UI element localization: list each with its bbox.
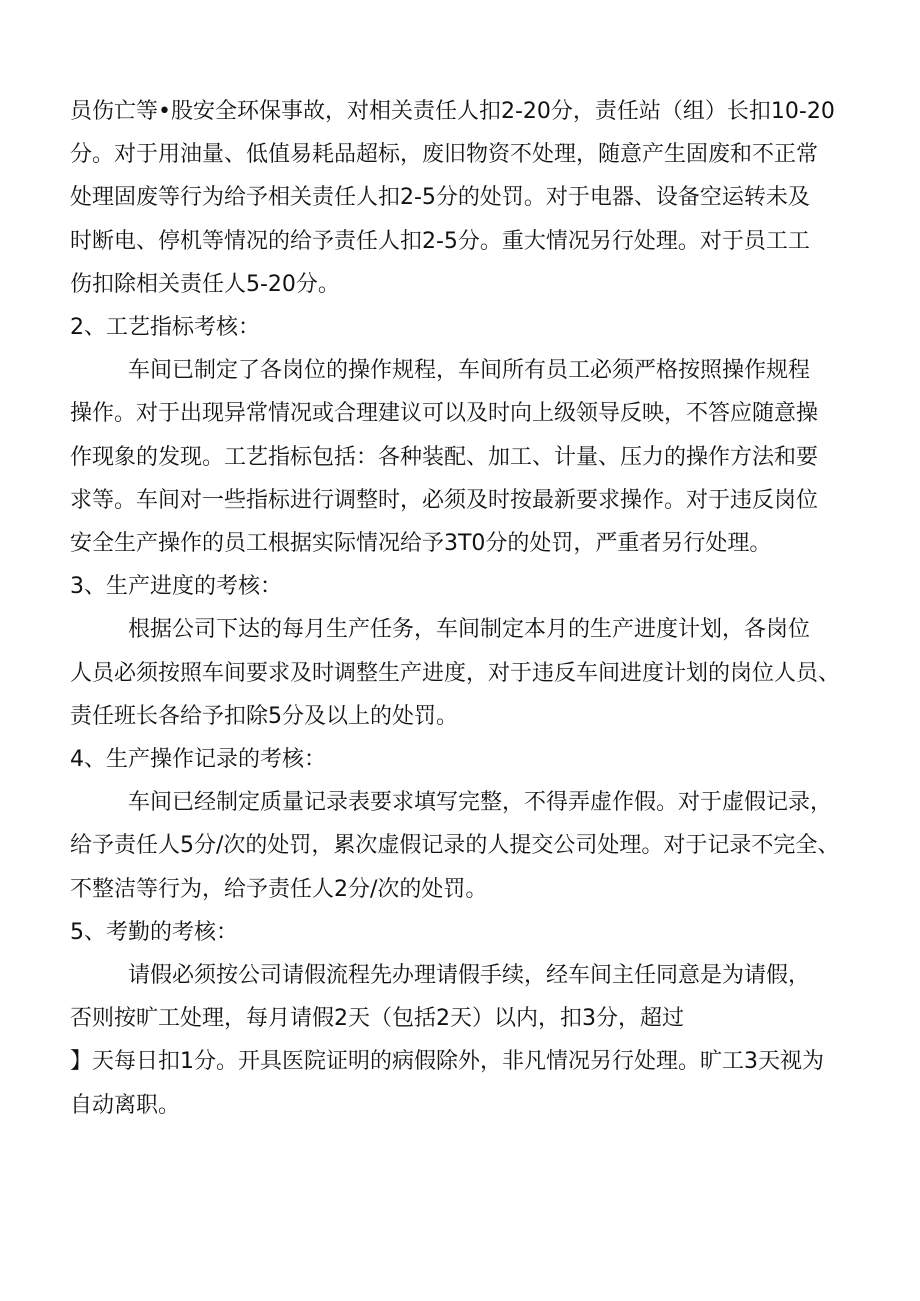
text-line: 自动离职。 — [70, 1092, 181, 1118]
section-heading: 5、考勤的考核： — [70, 919, 238, 945]
text-line: 否则按旷工处理，每月请假2天（包括2天）以内，扣3分，超过 — [70, 1006, 684, 1032]
text-line: 分。对于用油量、低值易耗品超标，废旧物资不处理，随意产生固废和不正常 — [70, 142, 819, 168]
text-line: 车间已经制定质量记录表要求填写完整，不得弄虚作假。对于虚假记录， — [128, 790, 833, 816]
text-line: 伤扣除相关责任人5-20分。 — [70, 271, 340, 297]
text-line: 安全生产操作的员工根据实际情况给予3T0分的处罚，严重者另行处理。 — [70, 531, 772, 557]
text-line: 不整洁等行为，给予责任人2分/次的处罚。 — [70, 876, 488, 902]
section-production-progress — [70, 565, 870, 738]
section-heading: 2、工艺指标考核： — [70, 315, 260, 341]
text-line: 求等。车间对一些指标进行调整时，必须及时按最新要求操作。对于违反岗位 — [70, 487, 819, 513]
section-heading: 3、生产进度的考核： — [70, 574, 282, 600]
intro-paragraph — [70, 90, 870, 306]
text-line: 操作。对于出现异常情况或合理建议可以及时向上级领导反映，不答应随意操 — [70, 401, 819, 427]
text-line: 给予责任人5分/次的处罚，累次虚假记录的人提交公司处理。对于记录不完全、 — [70, 833, 840, 859]
section-operation-records — [70, 738, 870, 911]
text-line: 车间已制定了各岗位的操作规程，车间所有员工必须严格按照操作规程 — [128, 358, 811, 384]
text-line: 请假必须按公司请假流程先办理请假手续，经车间主任同意是为请假， — [128, 963, 811, 989]
document-body — [70, 90, 870, 1127]
text-line: 责任班长各给予扣除5分及以上的处罚。 — [70, 703, 458, 729]
text-line: 作现象的发现。工艺指标包括：各种装配、加工、计量、压力的操作方法和要 — [70, 444, 819, 470]
section-heading: 4、生产操作记录的考核： — [70, 747, 326, 773]
text-line: 处理固废等行为给予相关责任人扣2-5分的处罚。对于电器、设备空运转未及 — [70, 185, 810, 211]
text-line: 人员必须按照车间要求及时调整生产进度，对于违反车间进度计划的岗位人员、 — [70, 660, 841, 686]
text-line: 时断电、停机等情况的给予责任人扣2-5分。重大情况另行处理。对于员工工 — [70, 228, 810, 254]
section-process-indicators — [70, 306, 870, 565]
text-line: 根据公司下达的每月生产任务，车间制定本月的生产进度计划，各岗位 — [128, 617, 811, 643]
text-line: 】天每日扣1分。开具医院证明的病假除外，非凡情况另行处理。旷工3天视为 — [70, 1049, 824, 1075]
text-line: 员伤亡等•股安全环保事故，对相关责任人扣2-20分，责任站（组）长扣10-20 — [70, 99, 835, 124]
section-attendance — [70, 911, 870, 1127]
